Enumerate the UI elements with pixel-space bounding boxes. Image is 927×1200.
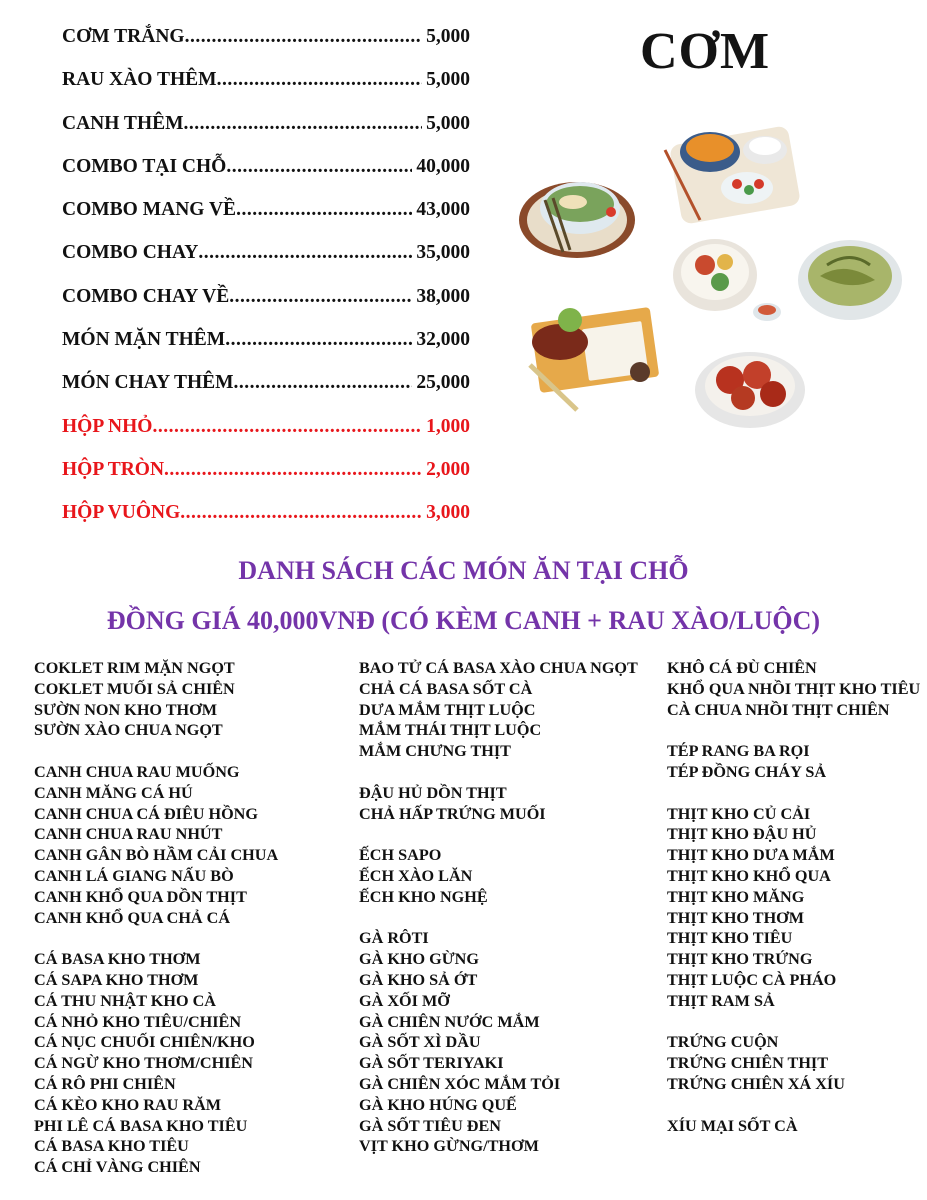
dish-item: CHẢ HẤP TRỨNG MUỐI	[359, 804, 546, 823]
dish-group	[667, 804, 922, 1012]
price-value: 2,000	[426, 458, 470, 480]
dish-item: XÍU MẠI SỐT CÀ	[667, 1116, 798, 1135]
dish-item: MẮM THÁI THỊT LUỘC	[359, 721, 542, 740]
dish-item: CÁ NHỎ KHO TIÊU/CHIÊN	[34, 1012, 242, 1031]
price-row	[62, 416, 470, 459]
dish-item: CANH LÁ GIANG NẤU BÒ	[34, 866, 234, 885]
dish-item: CÀ CHUA NHỒI THỊT CHIÊN	[667, 700, 890, 719]
menu-subheadline: ĐỒNG GIÁ 40,000VNĐ (CÓ KÈM CANH + RAU XÀO/LUỘC)	[106, 606, 821, 635]
dish-item: BAO TỬ CÁ BASA XÀO CHUA NGỌT	[359, 659, 638, 677]
price-value: 38,000	[416, 285, 470, 307]
price-item-name: CANH THÊM	[62, 112, 184, 134]
dish-item: DƯA MẮM THỊT LUỘC	[359, 700, 536, 719]
dish-group	[667, 741, 922, 783]
dish-item: CÁ NGỪ KHO THƠM/CHIÊN	[34, 1054, 253, 1073]
dish-item: TÉP ĐỒNG CHÁY SẢ	[667, 762, 827, 781]
price-row	[62, 113, 470, 156]
dish-group	[34, 949, 344, 1178]
dot-leader	[229, 286, 412, 308]
bento-box-illustration	[530, 307, 659, 410]
price-list	[62, 26, 470, 546]
dish-item: KHỔ QUA NHỒI THỊT KHO TIÊU	[667, 679, 921, 698]
dish-item: GÀ KHO HÚNG QUẾ	[359, 1095, 517, 1114]
dish-item: CANH CHUA CÁ ĐIÊU HỒNG	[34, 804, 258, 823]
dot-leader	[226, 156, 412, 178]
dish-item: CÁ BASA KHO THƠM	[34, 950, 201, 969]
dish-group	[667, 1032, 922, 1094]
dish-group	[359, 783, 649, 825]
rice-plate-illustration	[673, 239, 781, 321]
dish-item: CANH CHUA RAU MUỐNG	[34, 762, 240, 781]
price-value: 35,000	[416, 242, 470, 264]
dish-item: THỊT KHO TRỨNG	[667, 950, 813, 969]
dish-item: THỊT KHO THƠM	[667, 908, 805, 927]
dish-item: COKLET RIM MẶN NGỌT	[34, 659, 235, 677]
dot-leader	[198, 242, 412, 264]
braised-pork-illustration	[695, 352, 805, 428]
dish-item: MẮM CHƯNG THỊT	[359, 742, 511, 761]
price-item-name: COMBO CHAY	[62, 242, 199, 264]
price-item-name: HỘP NHỎ	[62, 415, 153, 437]
dish-item: KHÔ CÁ ĐÙ CHIÊN	[667, 659, 817, 677]
price-value: 5,000	[426, 112, 470, 134]
dish-item: CANH KHỔ QUA DỒN THỊT	[34, 887, 247, 906]
price-value: 40,000	[416, 155, 470, 177]
dish-item: TRỨNG CHIÊN XÁ XÍU	[667, 1074, 845, 1093]
dish-item: GÀ SỐT TERIYAKI	[359, 1054, 504, 1073]
price-item-name: COMBO CHAY VỀ	[62, 285, 230, 307]
dish-group	[359, 845, 649, 907]
dish-item: ĐẬU HỦ DỒN THỊT	[359, 783, 507, 802]
dot-leader	[225, 329, 412, 351]
dish-item: ẾCH KHO NGHỆ	[359, 887, 488, 906]
dish-item: THỊT KHO CỦ CẢI	[667, 804, 811, 823]
price-row	[62, 502, 470, 545]
dish-item: TRỨNG CHIÊN THỊT	[667, 1054, 829, 1073]
price-item-name: COMBO TẠI CHỖ	[62, 155, 227, 177]
dish-group	[359, 928, 649, 1157]
dish-item: CHẢ CÁ BASA SỐT CÀ	[359, 679, 533, 698]
dish-item: GÀ SỐT XÌ DẦU	[359, 1033, 481, 1052]
dish-item: CÁ SAPA KHO THƠM	[34, 970, 199, 989]
dish-item: CÁ BASA KHO TIÊU	[34, 1137, 189, 1156]
dish-item: GÀ XỐI MỠ	[359, 991, 450, 1010]
price-row	[62, 26, 470, 69]
dish-group	[34, 658, 344, 741]
price-value: 5,000	[426, 69, 470, 91]
dish-column-2	[359, 658, 649, 1178]
menu-title: CƠM	[639, 23, 771, 80]
price-item-name: COMBO MANG VỀ	[62, 199, 237, 221]
dish-item: THỊT KHO DƯA MẮM	[667, 846, 835, 865]
dish-group	[667, 658, 922, 720]
dish-item: GÀ SỐT TIÊU ĐEN	[359, 1116, 501, 1135]
menu-headline: DANH SÁCH CÁC MÓN ĂN TẠI CHỖ	[238, 556, 689, 585]
food-illustrations	[515, 80, 915, 450]
dish-column-3	[667, 658, 922, 1157]
dish-item: CÁ THU NHẬT KHO CÀ	[34, 991, 216, 1010]
price-row	[62, 459, 470, 502]
price-item-name: MÓN CHAY THÊM	[62, 372, 234, 394]
dish-item: CANH GÂN BÒ HẦM CẢI CHUA	[34, 846, 279, 865]
dish-group	[34, 762, 344, 928]
dot-leader	[217, 69, 423, 91]
dish-item: CÁ KÈO KHO RAU RĂM	[34, 1095, 222, 1114]
dish-item: CÁ RÔ PHI CHIÊN	[34, 1074, 176, 1093]
dish-item: VỊT KHO GỪNG/THƠM	[359, 1137, 539, 1156]
dish-item: THỊT LUỘC CÀ PHÁO	[667, 970, 837, 989]
dish-item: CANH CHUA RAU NHÚT	[34, 825, 223, 844]
dish-group	[667, 1116, 922, 1137]
dot-leader	[180, 502, 422, 524]
dot-leader	[185, 26, 423, 48]
price-value: 3,000	[426, 502, 470, 524]
dish-item: ẾCH SAPO	[359, 846, 442, 865]
price-row	[62, 69, 470, 112]
dish-item: THỊT KHO TIÊU	[667, 929, 793, 948]
dish-item: GÀ RÔTI	[359, 929, 429, 948]
dish-item: GÀ KHO GỪNG	[359, 950, 479, 969]
dot-leader	[164, 459, 422, 481]
price-row	[62, 329, 470, 372]
dish-item: GÀ CHIÊN XÓC MẮM TỎI	[359, 1074, 561, 1093]
price-row	[62, 199, 470, 242]
dot-leader	[152, 416, 422, 438]
fish-soup-illustration	[798, 240, 902, 320]
dish-item: TRỨNG CUỘN	[667, 1033, 779, 1052]
dot-leader	[236, 199, 412, 221]
dish-column-1	[34, 658, 344, 1199]
dish-item: THỊT KHO KHỔ QUA	[667, 866, 831, 885]
price-item-name: RAU XÀO THÊM	[62, 69, 217, 91]
dish-item: CÁ NỤC CHUỐI CHIÊN/KHO	[34, 1033, 255, 1052]
price-row	[62, 372, 470, 415]
price-row	[62, 286, 470, 329]
price-item-name: MÓN MẶN THÊM	[62, 329, 226, 351]
price-item-name: HỘP VUÔNG	[62, 502, 181, 524]
dish-item: GÀ KHO SẢ ỚT	[359, 970, 478, 989]
dish-item: SƯỜN NON KHO THƠM	[34, 700, 218, 719]
meal-set-illustration	[665, 125, 801, 225]
dish-item: GÀ CHIÊN NƯỚC MẮM	[359, 1012, 540, 1031]
dish-group	[359, 658, 649, 762]
dish-item: CÁ CHỈ VÀNG CHIÊN	[34, 1158, 201, 1177]
noodle-bowl-illustration	[519, 182, 635, 258]
dish-item: PHI LÊ CÁ BASA KHO TIÊU	[34, 1116, 248, 1135]
price-item-name: CƠM TRẮNG	[62, 26, 185, 47]
dish-item: THỊT RAM SẢ	[667, 991, 775, 1010]
dish-item: ẾCH XÀO LĂN	[359, 866, 473, 885]
dish-item: CANH MĂNG CÁ HÚ	[34, 783, 193, 802]
price-value: 32,000	[416, 329, 470, 351]
dish-item: CANH KHỔ QUA CHẢ CÁ	[34, 908, 231, 927]
dish-item: THỊT KHO MĂNG	[667, 887, 805, 906]
price-item-name: HỘP TRÒN	[62, 458, 165, 480]
price-value: 25,000	[416, 372, 470, 394]
dish-item: SƯỜN XÀO CHUA NGỌT	[34, 721, 223, 740]
price-value: 5,000	[426, 26, 470, 47]
dot-leader	[184, 113, 423, 135]
dish-item: THỊT KHO ĐẬU HỦ	[667, 825, 817, 844]
dish-item: TÉP RANG BA RỌI	[667, 742, 810, 761]
price-value: 1,000	[426, 415, 470, 437]
price-value: 43,000	[416, 199, 470, 221]
price-row	[62, 156, 470, 199]
dish-item: COKLET MUỐI SẢ CHIÊN	[34, 679, 235, 698]
dot-leader	[234, 372, 413, 394]
price-row	[62, 242, 470, 285]
